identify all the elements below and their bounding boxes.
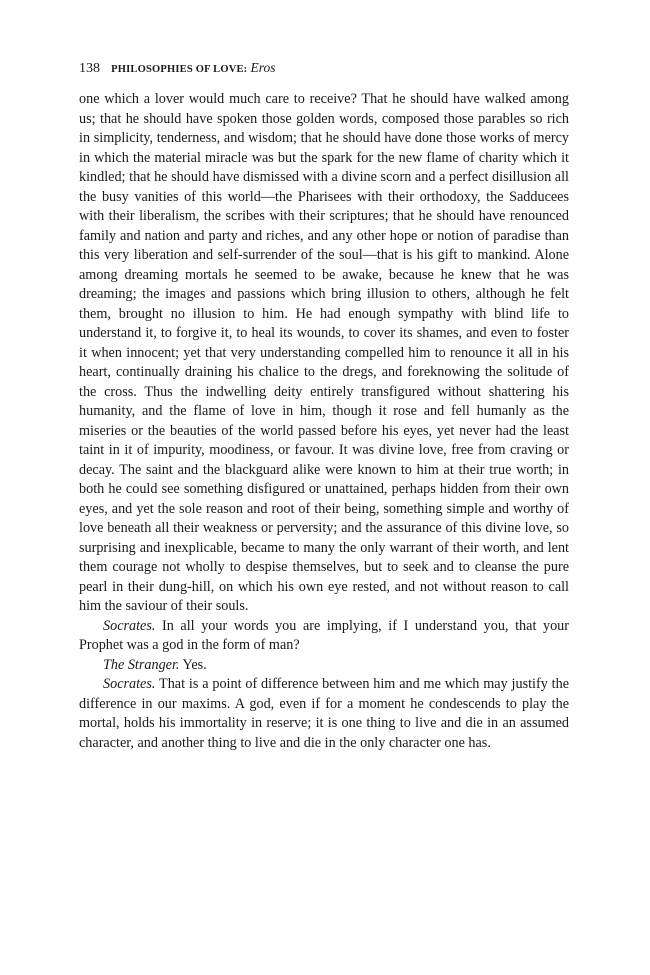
dialogue-text: In all your words you are implying, if I understand you, that your Prophet was a god in the form of man? (79, 617, 569, 653)
running-head (79, 58, 569, 78)
dialogue-text: That is a point of difference between him and me which may justify the difference in our maxims. A god, even if for a moment he condescends to play the mortal, holds his immortality in reserve; it is one thing to live and die in an assumed character, and another thing to live and die in the only character one has. (79, 676, 569, 751)
speaker-name: Socrates. (103, 676, 156, 692)
paragraph-continued (79, 90, 569, 617)
dialogue-paragraph (79, 617, 569, 656)
body-text (79, 90, 569, 753)
paragraph-text: one which a lover would much care to receive? That he should have walked among us; that he should have spoken those golden words, composed those parables so rich in simplicity, tenderness, and wisdom; that he should have done those works of mercy in which the material miracle was but the spark for the new flame of charity which it kindled; that he should have dismissed with a divine scorn and a perfect disillusion all the busy vanities of this world—the Pharisees with their orthodoxy, the Sadducees with their liberalism, the scribes with their scriptures; that he should have renounced family and nation and party and riches, and any other hope or notion of paradise than this very liberation and self-surrender of the soul—that is his gift to mankind. Alone among dreaming mortals he seemed to be awake, because he knew that he was dreaming; the images and passions which bring illusion to others, although he felt them, brought no illusion to him. He had enough sympathy with blind life to understand it, to forgive it, to heal its wounds, to cover its shames, and even to foster it when innocent; yet that very understanding compelled him to renounce it all in his heart, continually draining his chalice to the dregs, and foreknowing the solitude of the cross. Thus the indwelling deity entirely transfigured without shattering his humanity, and the flame of love in him, though it rose and fell humanly as the miseries or the beauties of the world passed before his eyes, yet never had the least taint in it of impurity, moodiness, or favour. It was divine love, free from craving or decay. The saint and the blackguard alike were known to him at their true worth; in both he could see something disfigured or unattained, perhaps hidden from their own eyes, and yet the sole reason and root of their being, something simple and worthy of love beneath all their weakness or perversity; and the assurance of this divine love, so surprising and inexplicable, became to many the only warrant of their worth, and lent them courage not wholly to despise themselves, but to seek and to cleanse the pure pearl in their dung-hill, on which his own eye rested, and not without reason to call him the saviour of their souls. (79, 91, 569, 614)
book-page (79, 58, 569, 753)
dialogue-text: Yes. (179, 656, 207, 673)
section-title: Eros (250, 60, 276, 75)
dialogue-paragraph (79, 675, 569, 753)
speaker-name: The Stranger. (103, 656, 180, 673)
book-title: PHILOSOPHIES OF LOVE: (111, 64, 248, 75)
page-number: 138 (79, 61, 100, 76)
dialogue-paragraph (79, 656, 569, 676)
speaker-name: Socrates. (103, 617, 156, 634)
